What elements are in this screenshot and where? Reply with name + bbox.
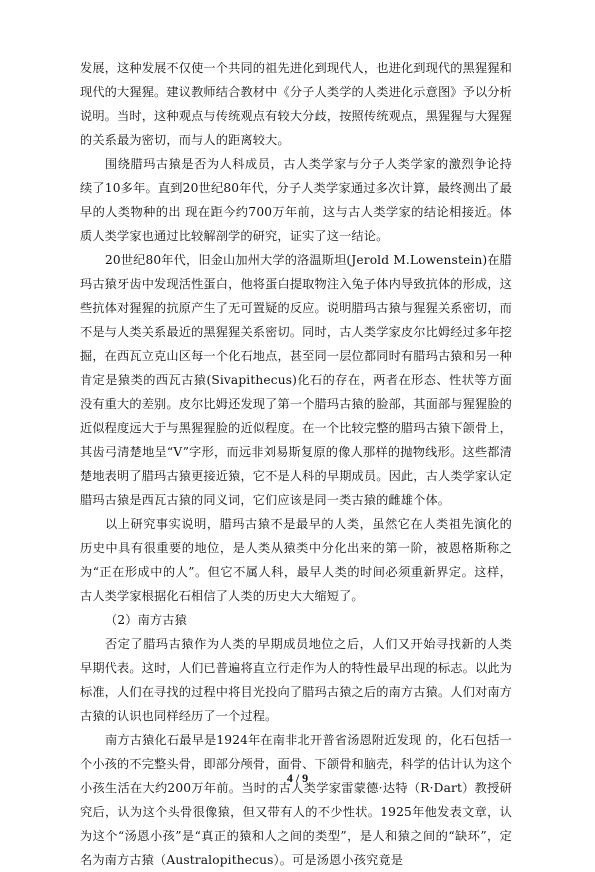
body-text [80,56,512,872]
paragraph-4: 以上研究事实说明，腊玛古猿不是最早的人类，虽然它在人类祖先演化的历史中具有很重要的地位，是人类从猿类中分化出来的第一阶，被恩格斯称之为“正在形成中的人”。但它不属人科，最早人类的时间必须重新界定。这样，古人类学家根据化石相信了人类的历史大大缩短了。 [80,517,512,603]
paragraph-1: 发展，这种发展不仅使一个共同的祖先进化到现代人，也进化到现代的黑猩猩和现代的大猩猩。建议教师结合教材中《分子人类学的人类进化示意图》予以分析说明。当时，这种观点与传统观点有较大分歧，按照传统观点，黑猩猩与大猩猩的关系最为密切，而与人的距离较大。 [80,61,512,147]
paragraph-2: 围绕腊玛古猿是否为人科成员，古人类学家与分子人类学家的激烈争论持续了10多年。直到20世纪80年代，分子人类学家通过多次计算，最终测出了最早的人类物种的出 现在距今约700万年前，这与古人类学家的结论相接近。体质人类学家也通过比较解剖学的研究，证实了这一结论。 [80,157,512,243]
paragraph-6: 南方古猿化石最早是1924年在南非北开普省汤恩附近发现 的，化石包括一个小孩的不完整头骨，即部分颅骨，面骨、下颌骨和脑壳，科学的估计认为这个小孩生活在大约200万年前。当时的古人类学家雷蒙德·达特（R·Dart）教授研究后，认为这个头骨很像猿，但又带有人的不少性状。1925年他发表文章，认为这个“汤恩小孩”是“真正的猿和人之间的类型”，是人和猿之间的“缺环”，定名为南方古猿（Australopithecus）。可是汤恩小孩究竟是 [80,733,512,867]
page-number: 4 / 9 [286,771,309,785]
paragraph-5: 否定了腊玛古猿作为人类的早期成员地位之后，人们又开始寻找新的人类早期代表。这时，人们已普遍将直立行走作为人的特性最早出现的标志。以此为标准，人们在寻找的过程中将目光投向了腊玛古猿之后的南方古猿。人们对南方古猿的认识也同样经历了一个过程。 [80,637,512,723]
paragraph-3: 20世纪80年代，旧金山加州大学的洛温斯坦(Jerold M.Lowenstein)在腊玛古猿牙齿中发现活性蛋白，他将蛋白提取物注入兔子体内导致抗体的形成，这些抗体对猩猩的抗原产生了无可置疑的反应。说明腊玛古猿与猩猩关系密切，而不是与人类关系最近的黑猩猩关系密切。同时，古人类学家皮尔比姆经过多年挖掘，在西瓦立克山区每一个化石地点，甚至同一层位都同时有腊玛古猿和另一种肯定是猿类的西瓦古猿(Sivapithecus)化石的存在，两者在形态、性状等方面没有重大的差别。皮尔比姆还发现了第一个腊玛古猿的脸部，其面部与猩猩脸的近似程度远大于与黑猩猩脸的近似程度。在一个比较完整的腊玛古猿下颌骨上，其齿弓清楚地呈“V”字形，而远非刘易斯复原的像人那样的抛物线形。这些都清楚地表明了腊玛古猿更接近猿，它不是人科的早期成员。因此，古人类学家认定腊玛古猿是西瓦古猿的同义词，它们应该是同一类古猿的雌雄个体。 [80,253,512,507]
section-heading-australopithecus: （2）南方古猿 [105,613,187,627]
